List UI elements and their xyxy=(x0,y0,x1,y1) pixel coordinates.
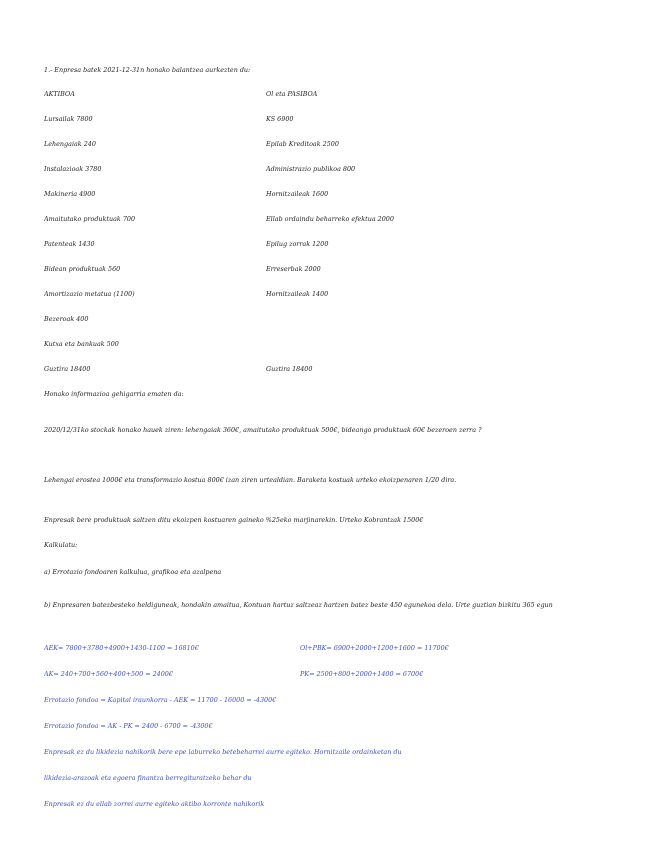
asset-item: Amortizazio metatua (1100) xyxy=(44,290,135,298)
asset-item: Makineria 4900 xyxy=(44,190,96,198)
balance-row xyxy=(44,282,624,307)
paragraph: Enpresak bere produktuak saltzen ditu ekoizpen kostuaren gaineko %25eko marjinarekin. Urteko Kobrantzak 1500€ xyxy=(44,516,424,524)
paragraph: Kalkulatu: xyxy=(44,541,78,549)
balance-row xyxy=(44,182,624,207)
info-heading: Honako informazioa gehigarria ematen da: xyxy=(44,390,184,398)
paragraph: 2020/12/31ko stockak honako hauek ziren: lehengaiak 360€, amaitutako produktuak 500€, bideango produktuak 60€ bezeroen zerra ? xyxy=(44,426,482,434)
answer-row xyxy=(44,636,624,661)
answer-right: Ol+PBK= 6900+2000+1200+1600 = 11700€ xyxy=(300,644,449,652)
liability-item: Hornitzaileak 1600 xyxy=(266,190,329,198)
balance-row xyxy=(44,107,624,132)
balance-row xyxy=(44,307,624,332)
answer-left: AEK= 7800+3780+4900+1430-1100 = 16810€ xyxy=(44,644,199,652)
liability-item: Administrazio publikoa 800 xyxy=(266,165,356,173)
asset-item: Lehengaiak 240 xyxy=(44,140,96,148)
asset-item: Kutxa eta bankuak 500 xyxy=(44,340,119,348)
balance-row xyxy=(44,207,624,232)
answer-line: likidezia-arazoak eta egoera finantza berregituratzeko behar du xyxy=(44,774,252,782)
liability-item: Hornitzaileak 1400 xyxy=(266,290,329,298)
answer-line: Enpresak ez du ellab zorrei aurre egiteko aktibo korronte nahikorik xyxy=(44,800,265,808)
answer-line: Errotazio fondoa = AK - PK = 2400 - 6700 = -4300€ xyxy=(44,722,213,730)
answer-row xyxy=(44,662,624,687)
answer-line: Enpresak ez du likidezia nahikorik bere epe laburreko betebeharrei aurre egiteko. Hornitzaile ordainketan du xyxy=(44,748,402,756)
liability-item: Epilab Kreditoak 2500 xyxy=(266,140,339,148)
assets-heading: AKTIBOA xyxy=(44,90,75,98)
answer-left: AK= 240+700+560+400+500 = 2400€ xyxy=(44,670,173,678)
balance-row xyxy=(44,257,624,282)
task-item: a) Errotazio fondoaren kalkulua, grafikoa eta azalpena xyxy=(44,568,222,576)
balance-total-row xyxy=(44,357,624,382)
liabilities-total: Guztira 18400 xyxy=(266,365,313,373)
balance-row xyxy=(44,157,624,182)
task-item: b) Enpresaren batezbesteko heldiguneak, hondakin amaitua, Kontuan hartuz saltzeaz hartzen batez beste 450 egunekoa dela. Urte guztian bizkitu 365 egun xyxy=(44,601,553,609)
liability-item: Ellab ordaindu beharreko efektua 2000 xyxy=(266,215,394,223)
answer-line: Errotazio fondoa = Kapital iraunkorra - AEK = 11700 - 16000 = -4300€ xyxy=(44,696,277,704)
asset-item: Lursailak 7800 xyxy=(44,115,93,123)
liability-item: Epilug zorrak 1200 xyxy=(266,240,329,248)
asset-item: Patenteak 1430 xyxy=(44,240,95,248)
liability-item: KS 6900 xyxy=(266,115,294,123)
liabilities-heading: Ol eta PASIBOA xyxy=(266,90,318,98)
balance-header-row xyxy=(44,82,624,107)
paragraph: Lehengai erostea 1000€ eta transformazio kostua 800€ izan ziren urtealdian. Baraketa kostuak urteko ekoizpenaren 1/20 dira. xyxy=(44,476,457,484)
balance-row xyxy=(44,332,624,357)
asset-item: Instalazioak 3780 xyxy=(44,165,102,173)
asset-item: Amaitutako produktuak 700 xyxy=(44,215,136,223)
balance-row xyxy=(44,232,624,257)
liability-item: Erreserbak 2000 xyxy=(266,265,321,273)
balance-row xyxy=(44,132,624,157)
intro-line: 1.- Enpresa batek 2021-12-31n honako balantzea aurkezten du: xyxy=(44,66,251,74)
asset-item: Bezeroak 400 xyxy=(44,315,89,323)
asset-item: Bidean produktuak 560 xyxy=(44,265,121,273)
assets-total: Guztira 18400 xyxy=(44,365,91,373)
answer-right: PK= 2500+800+2000+1400 = 6700€ xyxy=(300,670,424,678)
